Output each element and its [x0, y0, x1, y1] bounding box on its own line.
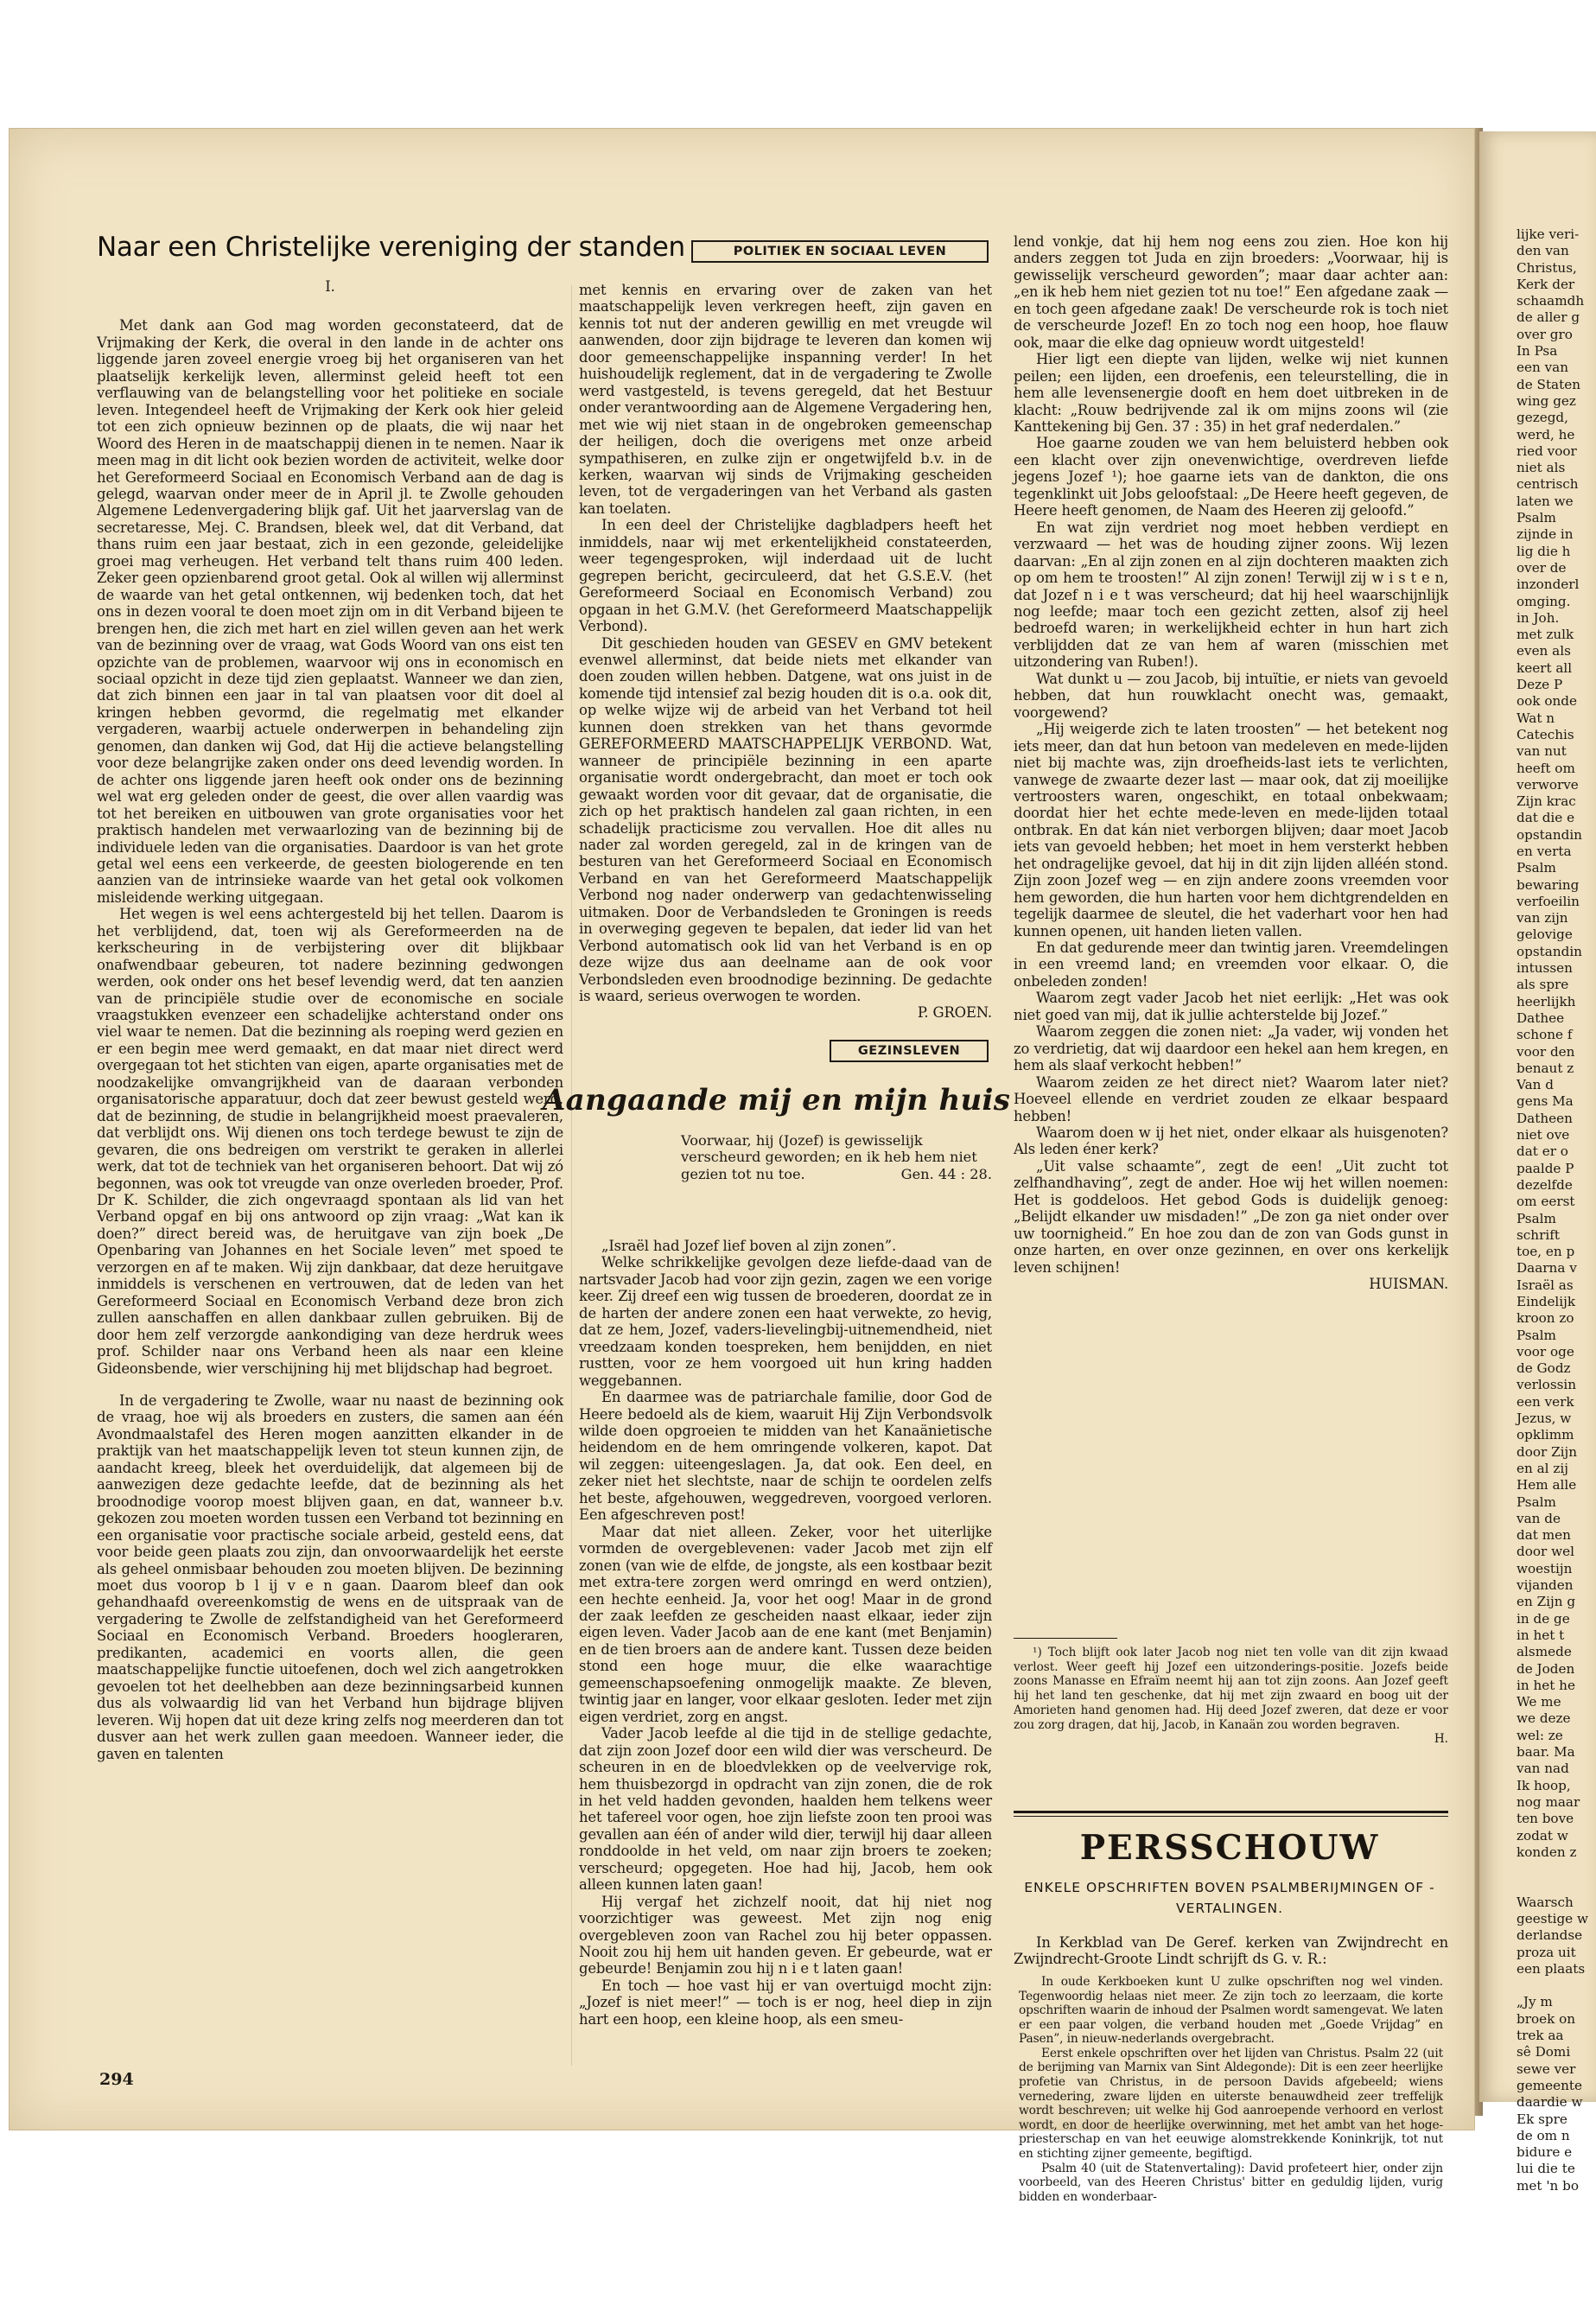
paragraph: Waarom zeiden ze het direct niet? Waarom later niet? Hoeveel ellende en verdriet zouden ze elkaar bespaard hebben! [1014, 1073, 1448, 1124]
paragraph: Waarom zeggen die zonen niet: „Ja vader, wij vonden het zo verdrietig, dat wij daardoor een hekel aan hem kregen, en hem als slaaf verkocht hebben!” [1014, 1023, 1448, 1074]
paragraph: „Uit valse schaamte”, zegt de een! „Uit zucht tot zelfhandhaving”, zegt de ander. Hoe wij het willen noemen: Het is goddeloos. Het gebod Gods is duidelijk genoeg: „Belijdt elkander uw misdaden!” „De zon ga niet onder over uw toornigheid.” En hoe zou dan de zon van Gods gunst in onze harten, en over onze gezinnen, en over ons kerkelijk leven schijnen! [1014, 1157, 1448, 1276]
paragraph: In een deel der Christelijke dagbladpers heeft het inmiddels, naar wij met erkentelijkheid constateerden, weer tegengesproken, wijl inderdaad uit de lucht gegrepen bericht, gecirculeerd, dat het G.S.E.V. (het Gereformeerd Sociaal en Economisch Verband) zou opgaan in het G.M.V. (het Gereformeerd Maatschappelijk Verbond). [579, 517, 992, 635]
paragraph: Hoe gaarne zouden we van hem beluisterd hebben ook een klacht over zijn onevenwichtige, overdreven liefde jegens Jozef ¹); hoe gaarne iets van de dankton, die ons tegenklinkt uit Jobs geloofstaal: „De Heere heeft gegeven, de Heere heeft genomen, de Naam des Heeren zij geloofd.” [1014, 435, 1448, 519]
footnote-rule [1014, 1638, 1117, 1639]
paragraph: Het wegen is wel eens achtergesteld bij het tellen. Daarom is het verblijdend, dat, toen wij als Gereformeerden na de kerkscheuring in de verbijstering over dit blijkbaar onafwendbaar gebeuren, tot nadere bezinning gedwongen werden, ook onder ons het besef levendig werd, dat ten aanzien van de principiële studie over de economische en sociale vraagstukken evenzeer een schadelijke achterstand onder ons viel waar te nemen. Dat die bezinning als roeping werd gezien en er een begin mee werd gemaakt, en dat maar niet direct werd overgegaan tot het stichten van eigen, aparte organisaties met de noodzakelijke omvangrijkheid van de daaraan verbonden organisatorische apparatuur, doch dat zeer bewust gesteld werd, dat de bezinning, de studie in belangrijkheid moest praevaleren, dat verblijdt ons. Wij dienen ons toch terdege bewust te zijn de gevaren, die ons bedreigen om verstrikt te geraken in allerlei werk, dat tot de techniek van het organiseren behoort. Dat wij zó begonnen, was ook tot vreugde van onze overleden broeder, Prof. Dr K. Schilder, die zich ongevraagd spontaan als lid van het Verband opgaf en bij ons antwoord op zijn vraag: „Wat kan ik doen?” direct bereid was, de heruitgave van zijn boek „De Openbaring van Johannes en het Sociale leven” met spoed te verzorgen en af te maken. Wij zijn dankbaar, dat deze heruitgave inmiddels is verschenen en vertrouwen, dat de leden van het Gereformeerd Sociaal en Economisch Verband deze bron zich zullen aanschaffen en allen dankbaar zullen gebruiken. Bij de door hem zelf verzorgde aankondiging van deze herdruk wees prof. Schilder naar ons Verband heen als naar een kleine Gideonsbende, wier verschijning hij met blijdschap had begroet. [97, 906, 563, 1377]
quote-paragraph: Psalm 40 (uit de Statenvertaling): David profeteert hier, onder zijn voorbeeld, van des Heeren Christus' bitter en geduldig lijden, vurig bidden en wonderbaar- [1019, 2161, 1443, 2204]
paragraph: Waarom zegt vader Jacob het niet eerlijk: „Het was ook niet goed van mij, dat ik jullie achterstelde bij Jozef.” [1014, 990, 1448, 1023]
paragraph: En toch — hoe vast hij er van overtuigd mocht zijn: „Jozef is niet meer!” — toch is er nog, heel diep in zijn hart een hoop, een kleine hoop, als een smeu- [579, 1977, 992, 2028]
article-headline: Naar een Christelijke vereniging der standen [97, 232, 685, 263]
column-2-bottom [579, 1238, 992, 2028]
paragraph: Maar dat niet alleen. Zeker, voor het uiterlijke vormden de overgeblevenen: vader Jacob met zijn elf zonen (van wie de elfde, de jongste, als een kostbaar bezit met extra-tere zorgen werd omringd en werd ontzien), een hechte eenheid. Ja, voor het oog! Maar in de grond der zaak leefden ze gescheiden naast elkaar, ieder zijn eigen leven. Vader Jacob aan de ene kant (met Benjamin) en de tien broers aan de andere kant. Tussen deze beiden stond een hoge muur, die elke waarachtige gemeenschapsoefening onmogelijk maakte. Ze bleven, twintig jaar en langer, voor elkaar gesloten. Ieder met zijn eigen verdriet, zorg en angst. [579, 1523, 992, 1725]
paragraph: lend vonkje, dat hij hem nog eens zou zien. Hoe kon hij anders zeggen tot Juda en zijn broeders: „Voorwaar, hij is gewisselijk verscheurd geworden”; maar daar achter aan: „en ik heb hem niet gezien tot nu toe!” Een afgedane zaak — en toch geen afgedane zaak! De verscheurde rok is toch niet de verscheurde Jozef! En zo toch nog een hoop, hoe flauw ook, maar die elke dag opnieuw wordt uitgesteld! [1014, 233, 1448, 351]
persschouw-subtitle: ENKELE OPSCHRIFTEN BOVEN PSALMBERIJMINGEN OF -VERTALINGEN. [1024, 1880, 1435, 1916]
footnote-signature: H. [1434, 1732, 1448, 1747]
paragraph: Hier ligt een diepte van lijden, welke wij niet kunnen peilen; een lijden, een droefenis, een teleurstelling, die in hem alle levensenergie dooft en hem doet uitbreken in de klacht: „Rouw bedrijvende zal ik om mijns zoons wil (zie Kanttekening bij Gen. 37 : 35) in het graf nederdalen.” [1014, 351, 1448, 435]
footnote-text: ¹) Toch blijft ook later Jacob nog niet ten volle van dit zijn kwaad verlost. Weer geeft hij Jozef een uitzonderings-positie. Jozefs beide zoons Manasse en Efraïm neemt hij aan tot zijn zoons. Aan Jozef geeft hij het land ten geschenke, dat hij met zijn zwaard en boog uit der Amorieten hand genomen had. Hij deed Jozef zweren, dat deze er voor zou zorg dragen, dat hij, Jacob, in Kanaän zou worden begraven. [1014, 1646, 1448, 1732]
paragraph: En daarmee was de patriarchale familie, door God de Heere bedoeld als de kiem, waaruit Hij Zijn Verbondsvolk wilde doen opgroeien te midden van het Kanaänietische heidendom en de hem omringende volkeren, kapot. Dat wil zeggen: uiteengeslagen. Ja, dat ook. Een deel, en zeker niet het slechtste, naar de schijn te oordelen zelfs het beste, afgehouwen, weggedreven, voorgoed verloren. Een afgeschreven post! [579, 1389, 992, 1524]
paragraph: En dat gedurende meer dan twintig jaren. Vreemdelingen in een vreemd land; en vreemden voor elkaar. O, die onbeleden zonden! [1014, 939, 1448, 990]
motto-text: Voorwaar, hij (Jozef) is gewisselijk verscheurd geworden; en ik heb hem niet gezien tot nu toe. [681, 1132, 977, 1182]
paragraph: Vader Jacob leefde al die tijd in de stellige gedachte, dat zijn zoon Jozef door een wild dier was verscheurd. De scheuren in en de bloedvlekken op de veelvervige rok, hem thuisbezorgd in opdracht van zijn zonen, die de rok in het veld hadden gevonden, haalden hem telkens weer het tafereel voor ogen, hoe zijn liefste zoon ten prooi was gevallen aan één of ander wild dier, terwijl hij daar alleen ronddoolde in het veld, om naar zijn broers te zoeken; verscheurd; opgegeten. Hoe had hij, Jacob, hem ook alleen kunnen laten gaan! [579, 1725, 992, 1894]
section-label-politiek: POLITIEK EN SOCIAAL LEVEN [691, 240, 989, 263]
column-rule [571, 285, 572, 2066]
signature-groen: P. GROEN. [917, 1004, 992, 1022]
footnote [1014, 1646, 1448, 1747]
signature-huisman: HUISMAN. [1369, 1276, 1448, 1293]
article-title-aangaande: Aangaande mij en mijn huis [543, 1083, 1011, 1118]
paragraph: „Hij weigerde zich te laten troosten” — het betekent nog iets meer, dan dat hun betoon van medeleven en mede-lijden niet bij machte was, zijn droefheids-last iets te verlichten, vanwege de zwaarte dezer last — maar ook, dat zij moeilijke vertroosters waren, ongeschikt, en totaal onbekwaam; doordat hier het echte mede-leven en mede-lijden totaal ontbrak. En dat kán niet verborgen blijven; daar moet Jacob iets van gevoeld hebben; het moet in hem versterkt hebben het ondragelijke gevoel, dat hij in dit zijn lijden alléén stond. Zijn zoon Jozef weg — en zijn andere zoons vreemden voor hem geworden, die hun harten voor hem dichtgrendelden en tegelijk daarmee de sleutel, die het vaderhart voor hen had kunnen openen, uit handen lieten vallen. [1014, 721, 1448, 939]
bible-motto [681, 1132, 992, 1182]
paragraph: Waarom doen w ij het niet, onder elkaar als huisgenoten? Als leden éner kerk? [1014, 1124, 1448, 1158]
paragraph: Hij vergaf het zichzelf nooit, dat hij niet nog voorzichtiger was geweest. Met zijn nog enig overgebleven zoon van Rachel zou hij beter oppassen. Nooit zou hij hem uit handen geven. Er gebeurde, wat er gebeurde! Benjamin zou hij n i e t laten gaan! [579, 1893, 992, 1977]
paragraph: In de vergadering te Zwolle, waar nu naast de bezinning ook de vraag, hoe wij als broeders en zusters, die samen aan één Avondmaalstafel des Heren mogen aanzitten elkander in de praktijk van het maatschappelijk leven tot steun kunnen zijn, de aandacht kreeg, bleek het overduidelijk, dat algemeen bij de aanwezigen deze gedachte leefde, dat de bezinning als het broodnodige voorop moest blijven gaan, en dat, wanneer b.v. gekozen zou moeten worden tussen een Verband tot bezinning en een organisatie voor practische sociale arbeid, gesteld eens, dat voor beide geen plaats zou zijn, dan onvoorwaardelijk het eerste als geheel onmisbaar behouden zou moeten blijven. De bezinning moet dus voorop b l ij v e n gaan. Daarom bleef dan ook gehandhaafd overeenkomstig de wens en de uitspraak van de vergadering te Zwolle de zelfstandigheid van het Gereformeerd Sociaal en Economisch Verband. Broeders hoogleraren, predikanten, academici en voorts allen, die geen maatschappelijke functie uitoefenen, doch wel zich aangetrokken gevoelen tot het deelhebben aan deze bezinningsarbeid kunnen dus als volwaardig lid van het Verband hun bijdrage blijven leveren. Wij hopen dat uit deze kring zelfs nog meerderen dan tot dusver aan het werk zullen gaan meedoen. Wanneer ieder, die gaven en talenten [97, 1392, 563, 1762]
section-label-gezinsleven: GEZINSLEVEN [830, 1040, 989, 1062]
column-2-top [579, 282, 992, 1022]
paragraph: met kennis en ervaring over de zaken van het maatschappelijk leven verkregen heeft, zijn gaven en kennis tot nut der anderen gewillig en met vreugde wil aanwenden, door zijn bijdrage te leveren dan komen wij door gemeenschappelijke inspanning verder! In het huishoudelijk reglement, dat in de vergadering te Zwolle werd vastgesteld, is tevens geregeld, dat het Bestuur onder verantwoording aan de Algemene Vergadering hen, met wie wij niet staan in de ongebroken gemeenschap der heiligen, doch die overigens met onze arbeid sympathiseren, en zulke zijn er ongetwijfeld b.v. in de kerken, waarvan wij sinds de Vrijmaking gescheiden leven, tot de vergaderingen van het Verband als gasten kan toelaten. [579, 282, 992, 517]
paragraph: Wat dunkt u — zou Jacob, bij intuïtie, er niets van gevoeld hebben, dat hun rouwklacht onecht was, gemaakt, voorgewend? [1014, 670, 1448, 721]
persschouw-rule-top [1014, 1811, 1448, 1813]
paragraph: Dit geschieden houden van GESEV en GMV betekent evenwel allerminst, dat beide niets met elkander van doen zouden willen hebben. Datgene, wat ons juist in de komende tijd intensief zal bezig houden dit is o.a. ook dit, op welke wijze wij de arbeid van het Verband tot heil kunnen doen strekken van het thans gevormde GEREFORMEERD MAATSCHAPPELIJK VERBOND. Wat, wanneer de principiële bezinning in een aparte organisatie wordt ondergebracht, dan moet er toch ook gewaakt worden voor dit gevaar, dat de organisatie, die zich op het praktisch handelen zal gaan richten, in een schadelijk practicisme zou vervallen. Hoe dit alles nu nader zal worden geregeld, zal in de kringen van de besturen van het Gereformeerd Sociaal en Economisch Verband en van het Gereformeerd Maatschappelijk Verbond nog nader onderwerp van gedachtenwisseling uitmaken. Door de Verbandsleden te Groningen is reeds in overweging gegeven te bepalen, dat ieder lid van het Verbond automatisch ook lid van het Verband is en op deze wijze dus aan deelname aan de ook voor Verbondsleden even broodnodige bezinning. De gedachte is waard, serieus overwogen te worden. [579, 634, 992, 1005]
quoted-text [1014, 1975, 1448, 2205]
persschouw-rule-thin [1014, 1816, 1448, 1817]
paragraph: Welke schrikkelijke gevolgen deze liefde-daad van de nartsvader Jacob had voor zijn gezin, zagen we een vorige keer. Zij dreef een wig tussen de broederen, doordat ze in de harten der andere zonen een haat verwekte, zo hevig, dat ze hem, Jozef, vaders-lievelingbij-uitnemendheid, niet vreedzaam konden toespreken, hem benijdden, en niet rustten, voor ze hem voorgoed uit hun kring hadden weggebannen. [579, 1254, 992, 1389]
persschouw-title: PERSSCHOUW [1079, 1828, 1380, 1868]
next-page-text: lijke veri- den van Christus, Kerk der schaamdh de aller g over gro In Psa een van de Staten wing gez gezegd, werd, he ried voor niet als centrisch laten we Psalm zijnde in lig die h over de inzonderl omging. in Joh. met zulk even als keert all Deze P ook onde Wat n Catechis van nut heeft om verworve Zijn krac dat die e opstandin en verta Psalm bewaring verfoeilin van zijn gelovige opstandin intussen als spre heerlijkh Dathee schone f voor den benaut z Van d gens Ma Datheen niet ove dat er o paalde P dezelfde om eerst Psalm schrift toe, en p Daarna v Israël as Eindelijk kroon zo Psalm voor oge de Godz verlossin een verk Jezus, w opklimm door Zijn en al zij Hem alle Psalm van de dat men door wel woestijn vijanden en Zijn g in de ge in het t alsmede de Joden in het he We me we deze wel: ze baar. Ma van nad Ik hoop, nog maar ten bove zodat w konden z Waarsch geestige w derlandse proza uit een plaats „Jy m broek on trek aa sê Domi sewe ver gemeente daardie w Ek spre de om n bidure e lui die te met 'n bo [1517, 226, 1588, 2194]
paragraph: Met dank aan God mag worden geconstateerd, dat de Vrijmaking der Kerk, die overal in den lande in de achter ons liggende jaren zoveel energie vroeg bij het organiseren van het plaatselijk kerkelijk leven, allerminst geleid heeft tot een verflauwing van de belangstelling voor het politieke en sociale leven. Integendeel heeft de Vrijmaking der Kerk ook hier geleid tot een zich opnieuw bezinnen op de plaats, die wij naar het Woord des Heren in de maatschappij dienen in te nemen. Naar ik meen mag in dit licht ook bezien worden de activiteit, welke door het Gereformeerd Sociaal en Economisch Verband aan de dag is gelegd, waarvan onder meer de in April jl. te Zwolle gehouden Algemene Ledenvergadering blijk gaf. Uit het jaarverslag van de secretaresse, Mej. C. Brandsen, bleek wel, dat dit Verband, dat thans ruim een jaar bestaat, zich in een gezonde, geleidelijke groei mag verheugen. Het verband telt thans ruim 400 leden. Zeker geen opzienbarend groot getal. Ook al willen wij allerminst de waarde van het getal ontkennen, wij bedenken toch, dat het ons in dezen vooral te doen moet zijn om in dit Verband bijeen te brengen hen, die zich met hart en ziel willen geven aan het werk van de bezinning over de vraag, wat Gods Woord van ons eist ten opzichte van de problemen, waarvoor wij ons in economisch en sociaal opzicht in deze tijd zien geplaatst. Wanneer we dan zien, dat zich binnen een jaar in tal van plaatsen voor dit doel al kringen hebben gevormd, die regelmatig met elkander vergaderen, waarbij actuele onderwerpen in behandeling zijn genomen, dan danken wij God, dat Hij die actieve belangstelling voor deze belangrijke zaken onder ons deed levendig worden. In de achter ons liggende jaren heeft ook onder ons de bezinning wel wat erg geleden onder de geest, die over allen vaardig was tot het bereiken en uitbouwen van grote organisaties voor het praktisch handelen met verwaarlozing van de bezinning bij de individuele leden van die organisaties. Daardoor is van het grote getal wel eens een verkeerde, de geesten biologerende en ten aanzien van de intrinsieke waarde van het getal ook volkomen misleidende werking uitgegaan. [97, 317, 563, 906]
quote-paragraph: Eerst enkele opschriften over het lijden van Christus. Psalm 22 (uit de berijming van Marnix van Sint Aldegonde): Dit is een zeer heerlijke profetie van Christus, in de persoon Davids afgebeeld; wiens vernedering, zware lijden en uiterste benauwdheid zeer treffelijk wordt beschreven; uit welke hij God aanroepende verhoord en verlost wordt, en door de heerlijke overwinning, met het ambt van het hoge-priesterschap en van het eeuwige alomstrekkende Koninkrijk, tot nut en stichting zijner gemeente, begiftigd. [1019, 2046, 1443, 2162]
column-3 [1014, 233, 1448, 1293]
roman-numeral: I. [325, 278, 335, 295]
paragraph: In Kerkblad van De Geref. kerken van Zwijndrecht en Zwijndrecht-Groote Lindt schrijft ds G. v. R.: [1014, 1934, 1448, 1968]
column-1 [97, 278, 563, 1762]
page-number: 294 [99, 2070, 134, 2089]
paragraph: „Israël had Jozef lief boven al zijn zonen”. [601, 1238, 897, 1254]
motto-reference: Gen. 44 : 28. [900, 1165, 992, 1182]
quote-paragraph: In oude Kerkboeken kunt U zulke opschriften nog wel vinden. Tegenwoordig helaas niet meer. Ze zijn toch zo leerzaam, die korte opschriften waarin de inhoud der Psalmen wordt samengevat. We laten er een paar volgen, die verband houden met „Goede Vrijdag” en Pasen”, in nieuw-nederlands overgebracht. [1019, 1974, 1443, 2047]
persschouw-column [1014, 1934, 1448, 2204]
paragraph: En wat zijn verdriet nog moet hebben verdiept en verzwaard — het was de houding zijner zoons. Wij lezen daarvan: „En al zijn zonen en al zijn dochteren maakten zich op om hem te troosten!” Al zijn zonen! Terwijl zij w i s t e n, dat Jozef n i e t was verscheurd; dat hij heel waarschijnlijk nog leefde; maar toch een gezicht zetten, alsof zij heel bedroefd waren; in werkelijkheid echter in hun hart zich verblijdden dat ze van hem af waren (misschien met uitzondering van Ruben!). [1014, 519, 1448, 671]
